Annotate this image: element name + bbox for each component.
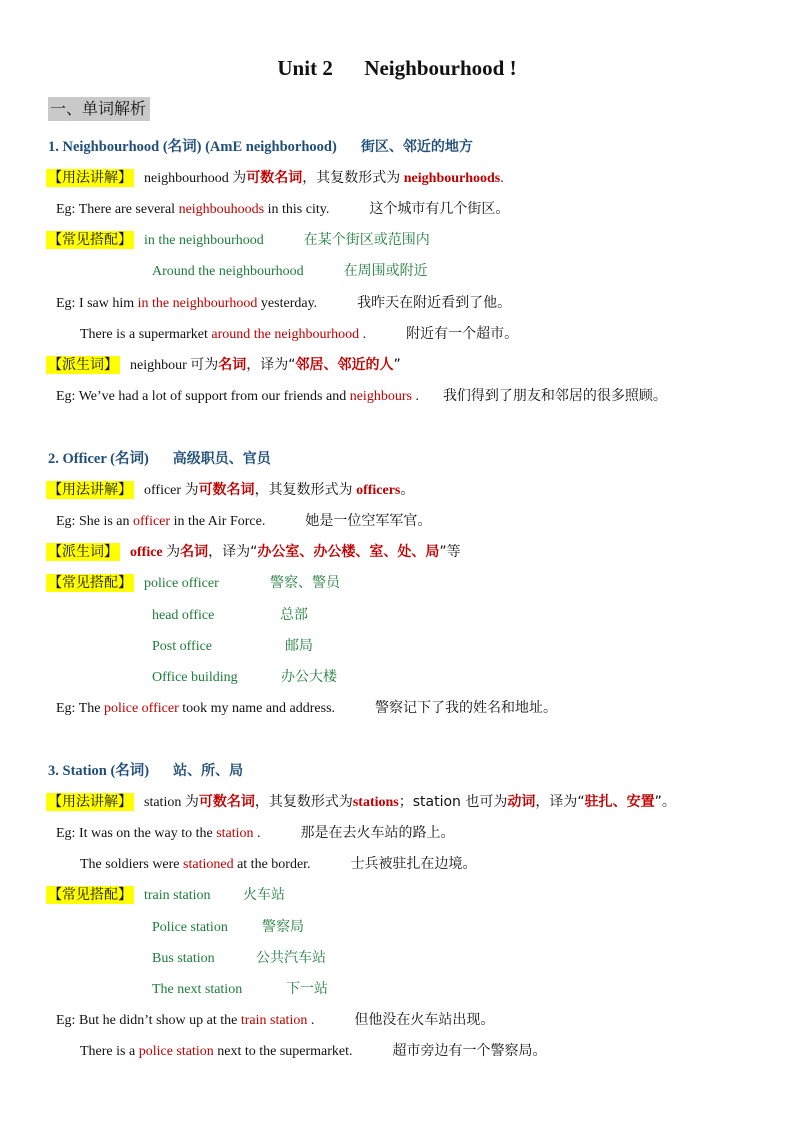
derivative-tag: 【派生词】 <box>48 544 118 560</box>
collocation-line: Bus station 公共汽车站 <box>152 950 326 966</box>
example-sentence: Eg: But he didn’t show up at the train station . 但他没在火车站出现。 <box>56 1012 495 1028</box>
usage-tag: 【用法讲解】 <box>48 794 132 810</box>
word-heading-neighbourhood: 1. Neighbourhood (名词) (AmE neighborhood) 街区、邻近的地方 <box>48 139 473 155</box>
usage-line: 【用法讲解】 station 为可数名词，其复数形式为stations；station 也可为动词，译为“驻扎、安置”。 <box>48 794 676 810</box>
collocation-line: Around the neighbourhood 在周围或附近 <box>152 263 428 279</box>
section-heading: 一、单词解析 <box>48 97 150 121</box>
derivative-line: 【派生词】 neighbour 可为名词，译为“邻居、邻近的人” <box>48 357 401 373</box>
collocation-line: 【常见搭配】 police officer 警察、警员 <box>48 575 340 591</box>
collocation-line: head office 总部 <box>152 607 308 623</box>
collocation-line: The next station 下一站 <box>152 981 328 997</box>
usage-tag: 【用法讲解】 <box>48 482 132 498</box>
example-sentence: Eg: The police officer took my name and address. 警察记下了我的姓名和地址。 <box>56 700 558 716</box>
example-sentence: Eg: We’ve had a lot of support from our friends and neighbours . 我们得到了朋友和邻居的很多照顾。 <box>56 388 667 404</box>
usage-line: 【用法讲解】 officer 为可数名词，其复数形式为 officers。 <box>48 482 415 498</box>
example-sentence: Eg: She is an officer in the Air Force. 她是一位空军军官。 <box>56 513 432 529</box>
example-sentence: Eg: There are several neighbouhoods in this city. 这个城市有几个街区。 <box>56 201 510 217</box>
collocation-line: Post office 邮局 <box>152 638 313 654</box>
usage-tag: 【用法讲解】 <box>48 170 132 186</box>
derivative-tag: 【派生词】 <box>48 357 118 373</box>
collocation-line: 【常见搭配】 in the neighbourhood 在某个街区或范围内 <box>48 232 430 248</box>
word-heading-station: 3. Station (名词) 站、所、局 <box>48 763 244 779</box>
collocation-tag: 【常见搭配】 <box>48 887 132 903</box>
usage-line: 【用法讲解】 neighbourhood 为可数名词，其复数形式为 neighbourhoods. <box>48 170 504 186</box>
page-title: Unit 2 Neighbourhood ! <box>277 56 517 80</box>
collocation-tag: 【常见搭配】 <box>48 575 132 591</box>
collocation-line: 【常见搭配】 train station 火车站 <box>48 887 285 903</box>
derivative-line: 【派生词】 office 为名词，译为“办公室、办公楼、室、处、局”等 <box>48 544 461 560</box>
example-sentence: Eg: It was on the way to the station . 那是在去火车站的路上。 <box>56 825 455 841</box>
word-heading-officer: 2. Officer (名词) 高级职员、官员 <box>48 451 271 467</box>
example-sentence: Eg: I saw him in the neighbourhood yesterday. 我昨天在附近看到了他。 <box>56 295 512 311</box>
example-sentence: There is a supermarket around the neighbourhood . 附近有一个超市。 <box>80 326 519 342</box>
example-sentence: The soldiers were stationed at the border. 士兵被驻扎在边境。 <box>80 856 477 872</box>
collocation-line: Office building 办公大楼 <box>152 669 337 685</box>
collocation-line: Police station 警察局 <box>152 919 304 935</box>
example-sentence: There is a police station next to the supermarket. 超市旁边有一个警察局。 <box>80 1043 547 1059</box>
collocation-tag: 【常见搭配】 <box>48 232 132 248</box>
